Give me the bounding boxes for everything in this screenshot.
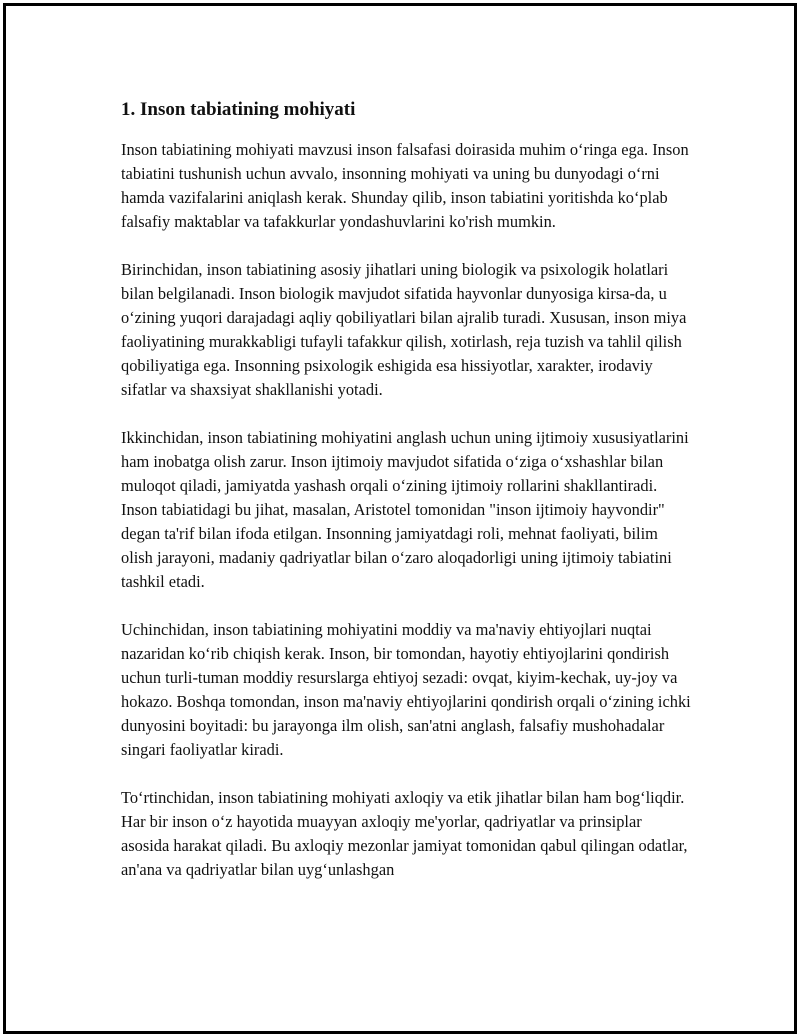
section-heading: 1. Inson tabiatining mohiyati <box>121 99 356 120</box>
paragraph-5: To‘rtinchidan, inson tabiatining mohiyati axloqiy va etik jihatlar bilan ham bog‘liqdir. Har bir inson o‘z hayotida muayyan axloqiy me'yorlar, qadriyatlar va prinsiplar asosida harakat qiladi. Bu axloqiy mezonlar jamiyat tomonidan qabul qilingan odatlar, an'ana va qadriyatlar bilan uyg‘unlashgan <box>121 788 688 879</box>
paragraph-2: Birinchidan, inson tabiatining asosiy jihatlari uning biologik va psixologik holatlari bilan belgilanadi. Inson biologik mavjudot sifatida hayvonlar dunyosiga kirsa-da, u o‘zining yuqori darajadagi aqliy qobiliyatlari bilan ajralib turadi. Xususan, inson miya faoliyatining murakkabligi tufayli tafakkur qilish, xotirlash, reja tuzish va tahlil qilish qobiliyatiga ega. Insonning psixologik eshigida esa hissiyotlar, xarakter, irodaviy sifatlar va shaxsiyat shakllanishi yotadi. <box>121 260 687 399</box>
paragraph-4: Uchinchidan, inson tabiatining mohiyatini moddiy va ma'naviy ehtiyojlari nuqtai nazaridan ko‘rib chiqish kerak. Inson, bir tomondan, hayotiy ehtiyojlarini qondirish uchun turli-tuman moddiy resurslarga ehtiyoj sezadi: ovqat, kiyim-kechak, uy-joy va hokazo. Boshqa tomondan, inson ma'naviy ehtiyojlarini qondirish orqali o‘zining ichki dunyosini boyitadi: bu jarayonga ilm olish, san'atni anglash, falsafiy mushohadalar singari faoliyatlar kiradi. <box>121 620 691 759</box>
document-body <box>121 96 691 906</box>
page-frame <box>3 3 797 1034</box>
paragraph-3: Ikkinchidan, inson tabiatining mohiyatini anglash uchun uning ijtimoiy xususiyatlarini ham inobatga olish zarur. Inson ijtimoiy mavjudot sifatida o‘ziga o‘xshashlar bilan muloqot qiladi, jamiyatda yashash orqali o‘zining ijtimoiy rollarini shakllantiradi. Inson tabiatidagi bu jihat, masalan, Aristotel tomonidan "inson ijtimoiy hayvondir" degan ta'rif bilan ifoda etilgan. Insonning jamiyatdagi roli, mehnat faoliyati, bilim olish jarayoni, madaniy qadriyatlar bilan o‘zaro aloqadorligi uning ijtimoiy tabiatini tashkil etadi. <box>121 428 689 591</box>
paragraph-1: Inson tabiatining mohiyati mavzusi inson falsafasi doirasida muhim o‘ringa ega. Inson tabiatini tushunish uchun avvalo, insonning mohiyati va uning bu dunyodagi o‘rni hamda vazifalarini aniqlash kerak. Shunday qilib, inson tabiatini yoritishda ko‘plab falsafiy maktablar va tafakkurlar yondashuvlarini ko'rish mumkin. <box>121 140 689 231</box>
